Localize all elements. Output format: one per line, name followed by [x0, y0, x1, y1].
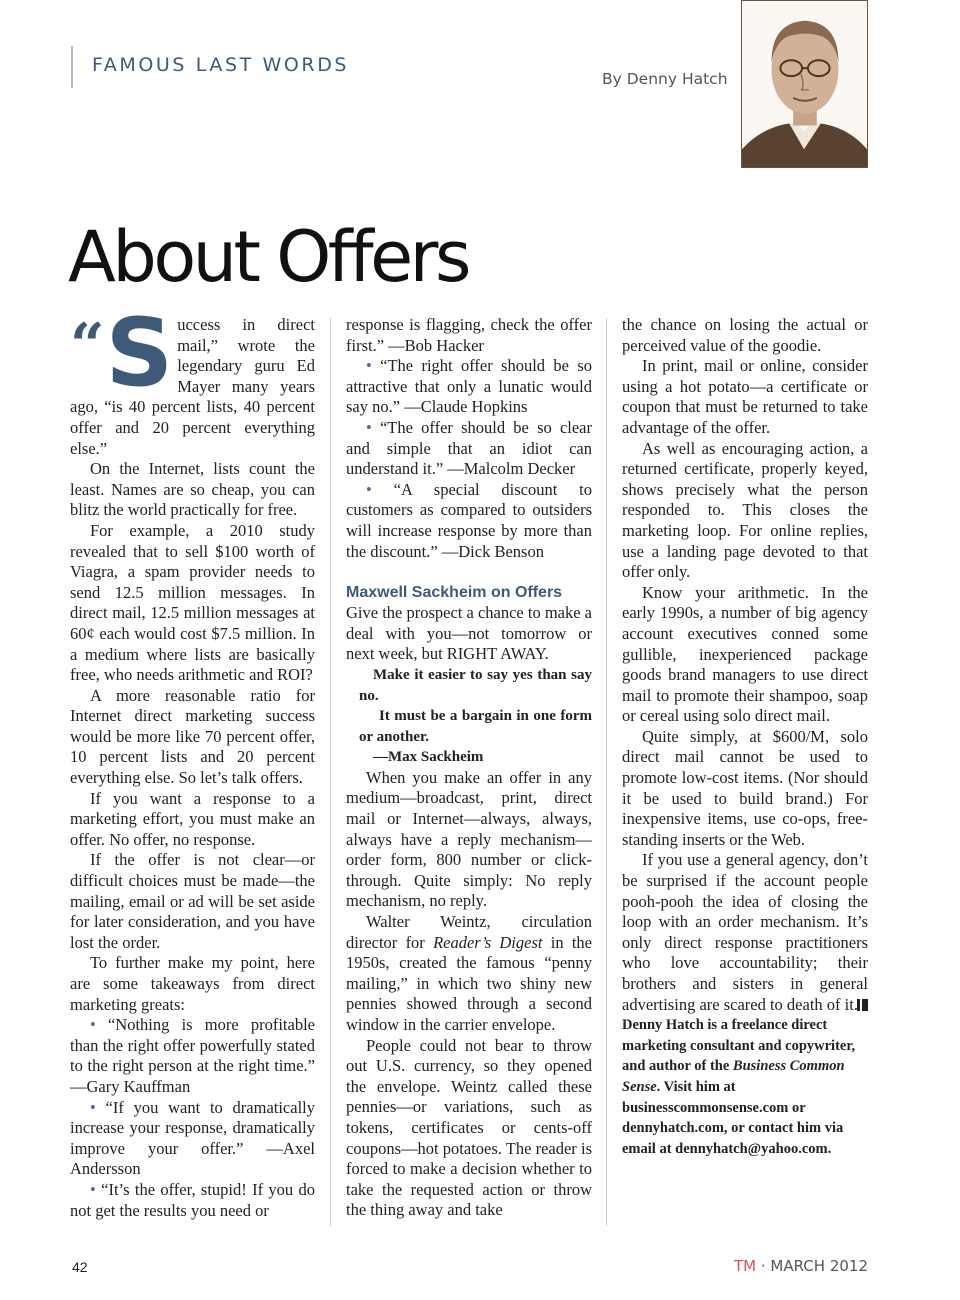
paragraph: As well as encouraging action, a returned certificate, properly keyed, shows precisely what the person responded to. This closes the marketing loop. For online replies, use a landing page devoted to that offer only.: [622, 438, 868, 582]
quote-text: “A special discount to customers as compared to outsiders will increase response by more than the discount.” —Dick Benson: [346, 479, 593, 561]
paragraph: the chance on losing the actual or perceived value of the goodie.: [622, 315, 868, 355]
paragraph: A more reasonable ratio for Internet direct marketing success would be more like 70 percent offer, 10 percent lists and 20 percent everything else. So let’s talk offers.: [70, 685, 315, 788]
author-bio: [622, 1015, 868, 1159]
text-run: If you use a general agency, don’t be surprised if the account people pooh-pooh the idea of closing the loop with an order mechanism. It’s only direct response practitioners who love accountability; their brothers and sisters in general advertising are scared to death of it.: [622, 850, 868, 1014]
publication-title: Business Common Sense: [622, 1058, 845, 1095]
paragraph: If you want a response to a marketing effort, you must make an offer. No offer, no response.: [70, 788, 315, 849]
quote-bullet: [346, 356, 592, 418]
bullet-icon: •: [90, 1097, 96, 1117]
paragraph: [622, 850, 868, 1015]
paragraph: Quite simply, at $600/M, solo direct mail cannot be used to promote low-cost items. (Nor should it be used to build brand.) For inexpensive items, use co-ops, free-standing inserts or the Web.: [622, 726, 868, 849]
paragraph: [346, 912, 592, 1036]
drop-cap: [70, 299, 174, 408]
article-column-2: [346, 315, 592, 1221]
quote-bullet: [346, 480, 592, 562]
drop-cap-quote: “: [70, 311, 105, 381]
text-run: . Visit him at businesscommonsense.com or dennyhatch.com, or contact him via email at dennyhatch@yahoo.com.: [622, 1078, 844, 1157]
quote-bullet: [70, 1015, 315, 1097]
quote-text: “If you want to dramatically increase your response, dramatically improve your offer.” —Axel Andersson: [70, 1097, 316, 1179]
issue-date: MARCH 2012: [770, 1257, 868, 1275]
pull-quote: Make it easier to say yes than say no.: [359, 666, 592, 704]
brand-logo: TM: [733, 1257, 757, 1275]
quote-bullet: [70, 1180, 315, 1221]
quote-text: “The right offer should be so attractive that only a lunatic would say no.” —Claude Hopkins: [346, 356, 592, 417]
paragraph: response is flagging, check the offer first.” —Bob Hacker: [346, 315, 592, 355]
quote-bullet: [70, 1098, 315, 1180]
paragraph: To further make my point, here are some takeaways from direct marketing greats:: [70, 953, 315, 1014]
paragraph: Know your arithmetic. In the early 1990s, a number of big agency account executives conned some gullible, inexperienced package goods brand managers to use direct mail to promote their shampoo, soap or cereal using solo direct mail.: [622, 582, 868, 726]
footer-separator: ·: [760, 1257, 766, 1275]
paragraph: People could not bear to throw out U.S. currency, so they opened the envelope. Weintz called these pennies—or variations, such as tokens, certificates or cents-off coupons—hot potatoes. The reader is forced to make a decision whether to take the requested action or throw the thing away and take: [346, 1035, 592, 1220]
paragraph: On the Internet, lists count the least. Names are so cheap, you can blitz the world practically for free.: [70, 459, 315, 520]
article-column-3: [622, 315, 868, 1159]
drop-cap-letter: S: [105, 299, 174, 408]
article-column-1: [70, 299, 316, 1221]
section-label: FAMOUS LAST WORDS: [92, 54, 350, 76]
paragraph: When you make an offer in any medium—broadcast, print, direct mail or Internet—always, always, always have a reply mechanism—order form, 800 number or click-through. Quite simply: No reply mechanism, no reply.: [346, 767, 592, 911]
text-run: Denny Hatch is a freelance direct marketing consultant and copywriter, and author of the: [622, 1017, 856, 1075]
paragraph: In print, mail or online, consider using a hot potato—a certificate or coupon that must be returned to take advantage of the offer.: [622, 356, 868, 437]
pull-quote: It must be a bargain in one form or another.: [359, 708, 592, 745]
author-portrait: [741, 0, 868, 168]
quote-text: “It’s the offer, stupid! If you do not get the results you need or: [70, 1179, 315, 1220]
paragraph: If the offer is not clear—or difficult choices must be made—the mailing, email or ad will be set aside for later consideration, and you have lost the order.: [70, 850, 315, 952]
bullet-icon: •: [90, 1179, 96, 1199]
column-rule: [606, 318, 607, 1226]
bullet-icon: •: [90, 1015, 96, 1035]
headline: About Offers: [68, 216, 468, 298]
paragraph: Give the prospect a chance to make a deal with you—not tomorrow or next week, but RIGHT AWAY.: [346, 603, 593, 664]
byline: By Denny Hatch: [602, 70, 728, 88]
end-mark-icon: [860, 999, 868, 1011]
text-run: Walter Weintz, circulation director for: [346, 912, 592, 952]
paragraph: For example, a 2010 study revealed that to sell $100 worth of Viagra, a spam provider needs to send 12.5 million messages. In direct mail, 12.5 million messages at 60¢ each would cost $7.5 million. In a medium where lists are basically free, who needs arithmetic and ROI?: [70, 520, 315, 685]
column-rule: [330, 318, 331, 1226]
bullet-icon: •: [366, 479, 372, 499]
issue-footer: [734, 1257, 868, 1275]
quote-text: “Nothing is more profitable than the right offer powerfully stated to the right person at the right time.” —Gary Kauffman: [70, 1015, 315, 1096]
bullet-icon: •: [366, 417, 372, 437]
quote-bullet: [346, 418, 592, 480]
paragraph: uccess in direct mail,” wrote the legendary guru Ed Mayer many years ago, “is 40 percent lists, 40 percent offer and 20 percent everything else.”: [70, 315, 315, 458]
header-rule: [71, 46, 73, 88]
publication-title: Reader’s Digest: [433, 932, 543, 952]
quote-text: “The offer should be so clear and simple that an idiot can understand it.” —Malcolm Decker: [346, 417, 592, 479]
text-run: in the 1950s, created the famous “penny mailing,” in which two shiny new pennies showed through a second window in the carrier envelope.: [346, 932, 592, 1034]
pull-quote-attribution: —Max Sackheim: [373, 749, 484, 766]
subhead: Maxwell Sackheim on Offers: [346, 584, 563, 602]
page-number: 42: [72, 1259, 88, 1275]
bullet-icon: •: [366, 356, 372, 376]
author-portrait-image: [742, 1, 867, 167]
